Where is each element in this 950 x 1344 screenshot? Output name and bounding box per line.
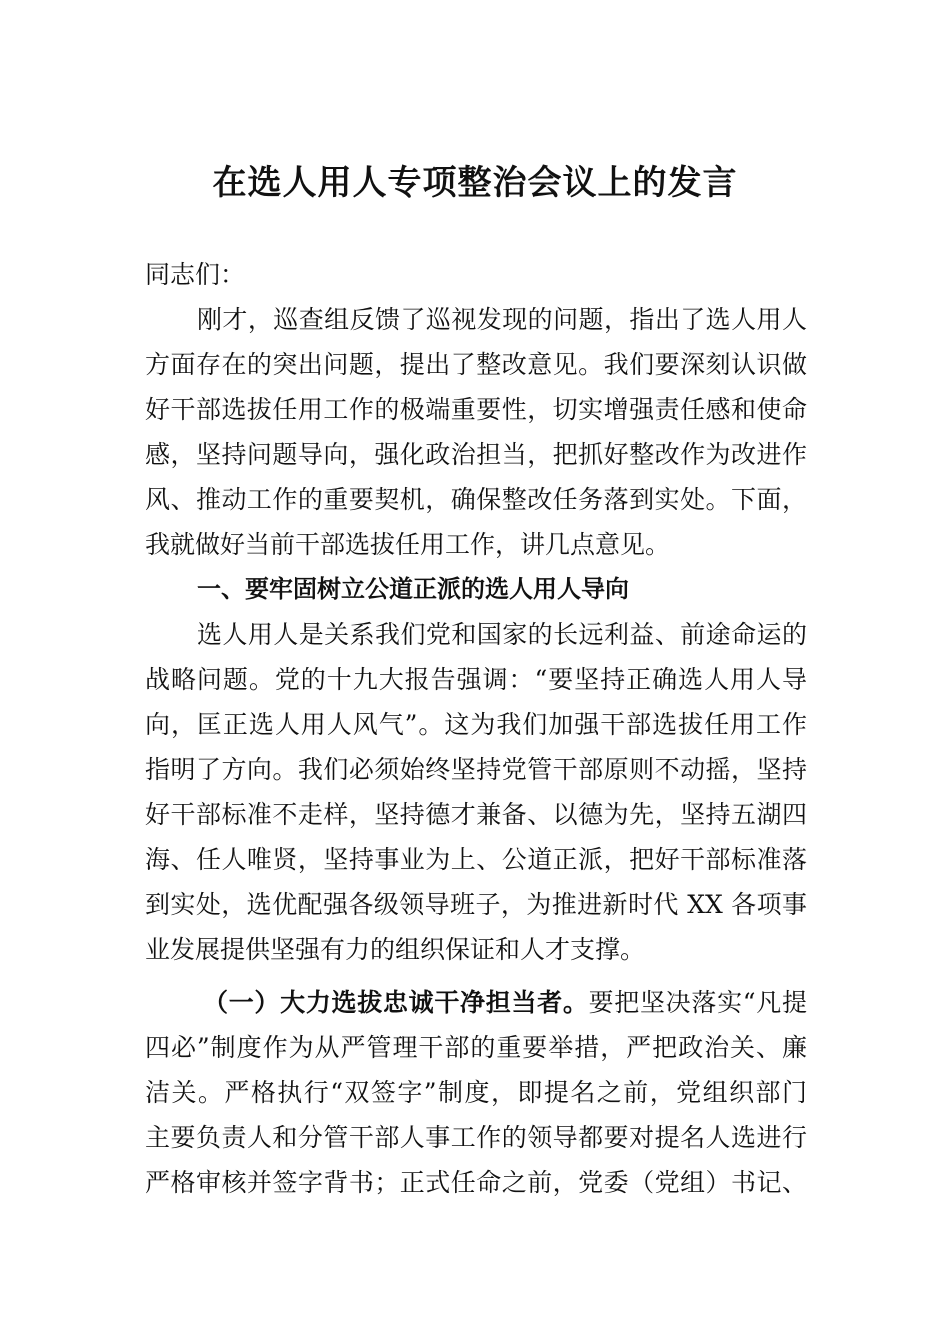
section-heading-1: 一、要牢固树立公道正派的选人用人导向: [197, 575, 629, 603]
paragraph-line: 四必”制度作为从严管理干部的重要举措，严把政治关、廉: [145, 1033, 807, 1062]
paragraph-text: 要把坚决落实“凡提: [588, 988, 807, 1017]
paragraph-line: 刚才，巡查组反馈了巡视发现的问题，指出了选人用人: [197, 305, 807, 334]
paragraph-line: 指明了方向。我们必须始终坚持党管干部原则不动摇，坚持: [145, 755, 807, 784]
salutation: 同志们：: [145, 260, 246, 289]
document-title: 在选人用人专项整治会议上的发言: [212, 163, 738, 203]
paragraph-line: 洁关。严格执行“双签字”制度，即提名之前，党组织部门: [145, 1078, 807, 1107]
paragraph-2: [145, 612, 807, 972]
paragraph-line: 好干部选拔任用工作的极端重要性，切实增强责任感和使命: [145, 395, 807, 424]
paragraph-line: 方面存在的突出问题，提出了整改意见。我们要深刻认识做: [145, 350, 807, 379]
paragraph-line: 严格审核并签字背书；正式任命之前，党委（党组）书记、: [145, 1168, 807, 1197]
paragraph-line: 向，匡正选人用人风气”。这为我们加强干部选拔任用工作: [145, 710, 807, 739]
document-body: [145, 252, 807, 1205]
paragraph-line: 到实处，选优配强各级领导班子，为推进新时代 XX 各项事: [145, 890, 807, 919]
paragraph-line: 风、推动工作的重要契机，确保整改任务落到实处。下面，: [145, 485, 807, 514]
paragraph-line: 我就做好当前干部选拔任用工作，讲几点意见。: [145, 530, 671, 559]
paragraph-line: 主要负责人和分管干部人事工作的领导都要对提名人选进行: [145, 1123, 807, 1152]
paragraph-3: [145, 980, 807, 1205]
subsection-heading: （一）大力选拔忠诚干净担当者。: [203, 988, 589, 1017]
paragraph-line: 选人用人是关系我们党和国家的长远利益、前途命运的: [197, 620, 807, 649]
paragraph-line: [145, 980, 807, 1025]
paragraph-line: 业发展提供坚强有力的组织保证和人才支撑。: [145, 935, 646, 964]
paragraph-1: [145, 297, 807, 567]
paragraph-line: 感，坚持问题导向，强化政治担当，把抓好整改作为改进作: [145, 440, 807, 469]
paragraph-line: 海、任人唯贤，坚持事业为上、公道正派，把好干部标准落: [145, 845, 807, 874]
paragraph-line: 好干部标准不走样，坚持德才兼备、以德为先，坚持五湖四: [145, 800, 807, 829]
paragraph-line: 战略问题。党的十九大报告强调：“要坚持正确选人用人导: [145, 665, 807, 694]
